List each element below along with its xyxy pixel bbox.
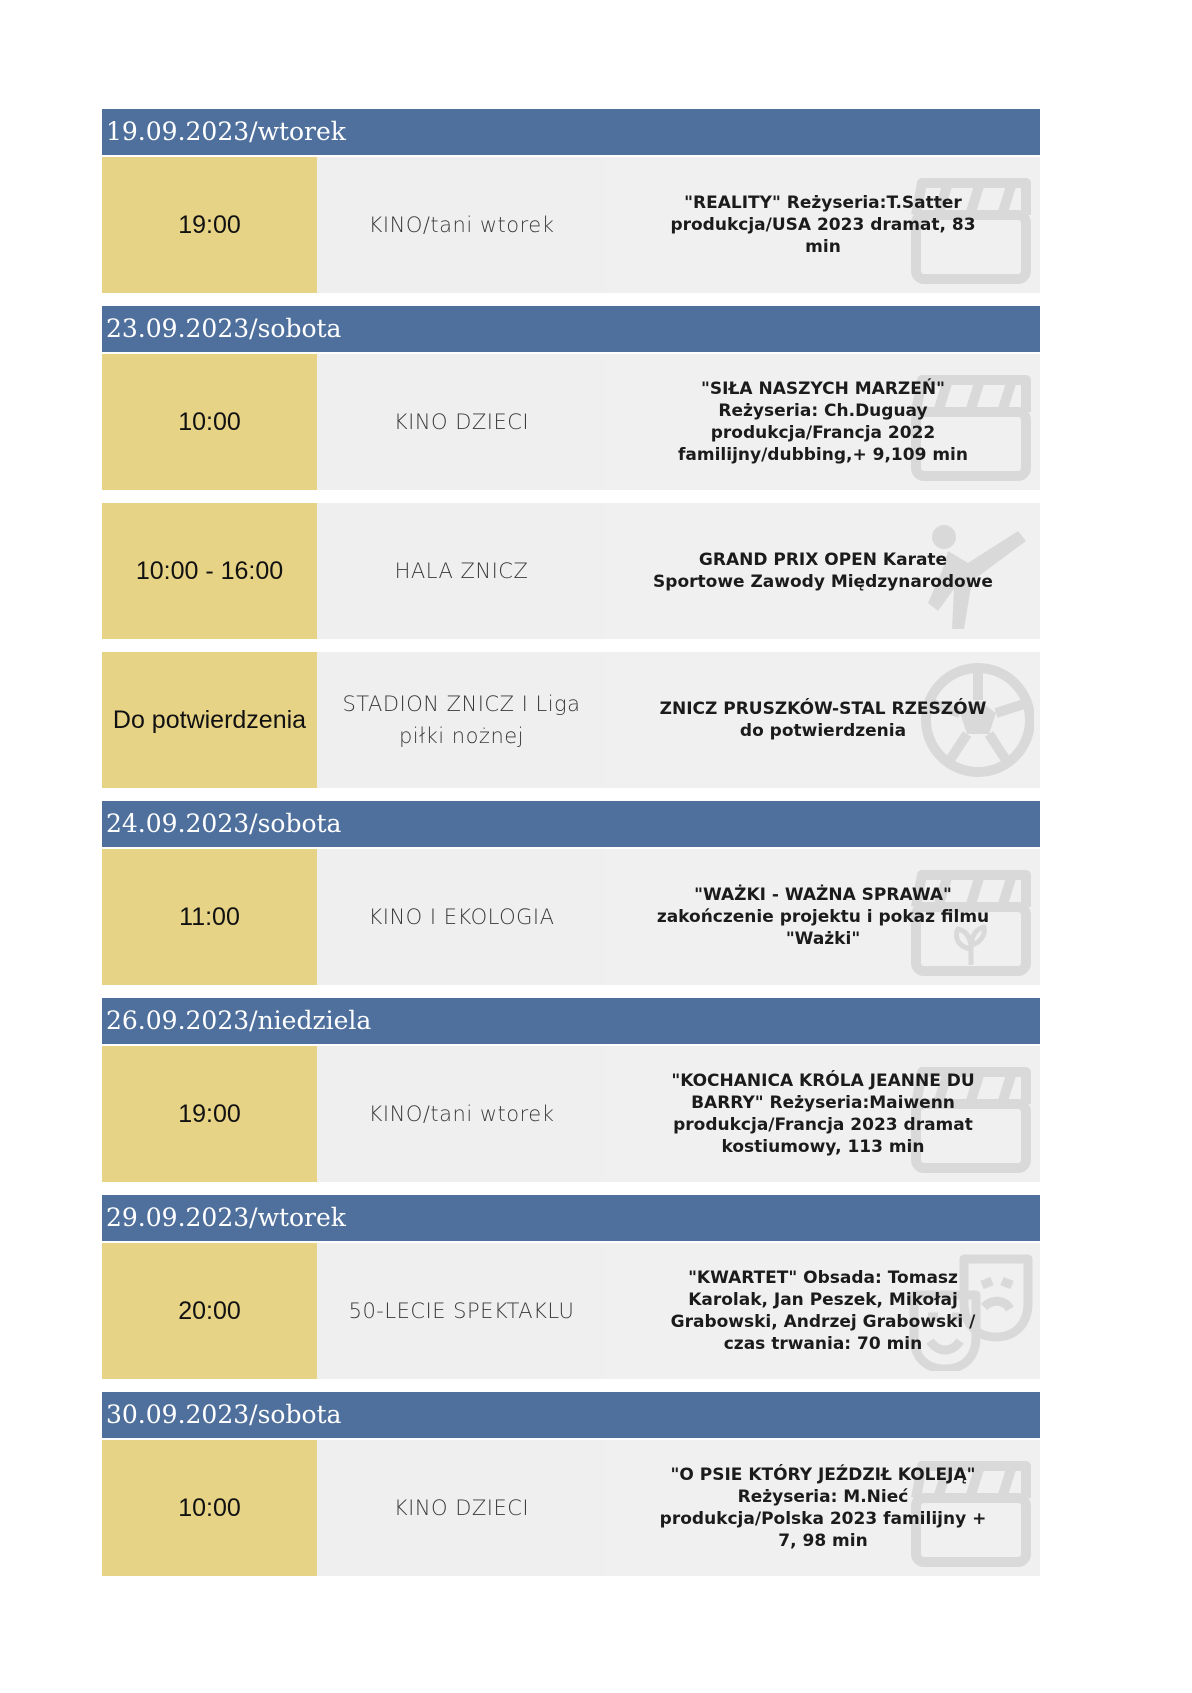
date-header: 19.09.2023/wtorek xyxy=(102,109,1040,155)
event-venue: KINO/tani wtorek xyxy=(317,157,606,293)
event-description-cell xyxy=(606,652,1040,788)
event-venue: KINO I EKOLOGIA xyxy=(317,849,606,985)
event-time: 10:00 - 16:00 xyxy=(102,503,317,639)
event-row xyxy=(102,1046,1040,1182)
event-venue: KINO DZIECI xyxy=(317,1440,606,1576)
event-description-cell xyxy=(606,503,1040,639)
date-header: 29.09.2023/wtorek xyxy=(102,1195,1040,1241)
event-description: "REALITY" Reżyseria:T.Satter produkcja/USA 2023 dramat, 83 min xyxy=(670,193,976,257)
date-header: 24.09.2023/sobota xyxy=(102,801,1040,847)
event-description-cell xyxy=(606,157,1040,293)
event-description: "O PSIE KTÓRY JEŹDZIŁ KOLEJĄ" Reżyseria: M.Nieć produkcja/Polska 2023 familijny + 7, 98 min xyxy=(659,1465,987,1551)
event-time: 19:00 xyxy=(102,1046,317,1182)
event-time: 19:00 xyxy=(102,157,317,293)
event-row xyxy=(102,1440,1040,1576)
date-header: 26.09.2023/niedziela xyxy=(102,998,1040,1044)
event-time: Do potwierdzenia xyxy=(102,652,317,788)
event-venue: STADION ZNICZ I Liga piłki nożnej xyxy=(317,652,606,788)
event-venue: KINO DZIECI xyxy=(317,354,606,490)
event-time: 10:00 xyxy=(102,1440,317,1576)
event-description-cell xyxy=(606,1440,1040,1576)
event-row xyxy=(102,157,1040,293)
event-venue: HALA ZNICZ xyxy=(317,503,606,639)
event-description: "KOCHANICA KRÓLA JEANNE DU BARRY" Reżyseria:Maiwenn produkcja/Francja 2023 dramat kostiumowy, 113 min xyxy=(671,1071,975,1157)
event-description-cell xyxy=(606,1243,1040,1379)
event-description-cell xyxy=(606,354,1040,490)
event-time: 20:00 xyxy=(102,1243,317,1379)
event-time: 10:00 xyxy=(102,354,317,490)
event-time: 11:00 xyxy=(102,849,317,985)
event-venue: KINO/tani wtorek xyxy=(317,1046,606,1182)
event-row xyxy=(102,354,1040,490)
event-description: "WAŻKI - WAŻNA SPRAWA" zakończenie projektu i pokaz filmu "Ważki" xyxy=(656,885,990,949)
event-venue: 50-LECIE SPEKTAKLU xyxy=(317,1243,606,1379)
event-description: "SIŁA NASZYCH MARZEŃ" Reżyseria: Ch.Duguay produkcja/Francja 2022 familijny/dubbing,+ 9,109 min xyxy=(678,379,968,465)
event-row xyxy=(102,1243,1040,1379)
event-row xyxy=(102,849,1040,985)
event-description: GRAND PRIX OPEN Karate Sportowe Zawody Międzynarodowe xyxy=(653,550,993,592)
date-header: 30.09.2023/sobota xyxy=(102,1392,1040,1438)
event-description: ZNICZ PRUSZKÓW-STAL RZESZÓW do potwierdzenia xyxy=(659,699,987,741)
date-header: 23.09.2023/sobota xyxy=(102,306,1040,352)
event-description: "KWARTET" Obsada: Tomasz Karolak, Jan Peszek, Mikołaj Grabowski, Andrzej Grabowski / czas trwania: 70 min xyxy=(670,1268,976,1354)
event-description-cell xyxy=(606,849,1040,985)
event-schedule xyxy=(102,109,1040,1576)
event-row xyxy=(102,652,1040,788)
event-description-cell xyxy=(606,1046,1040,1182)
event-row xyxy=(102,503,1040,639)
